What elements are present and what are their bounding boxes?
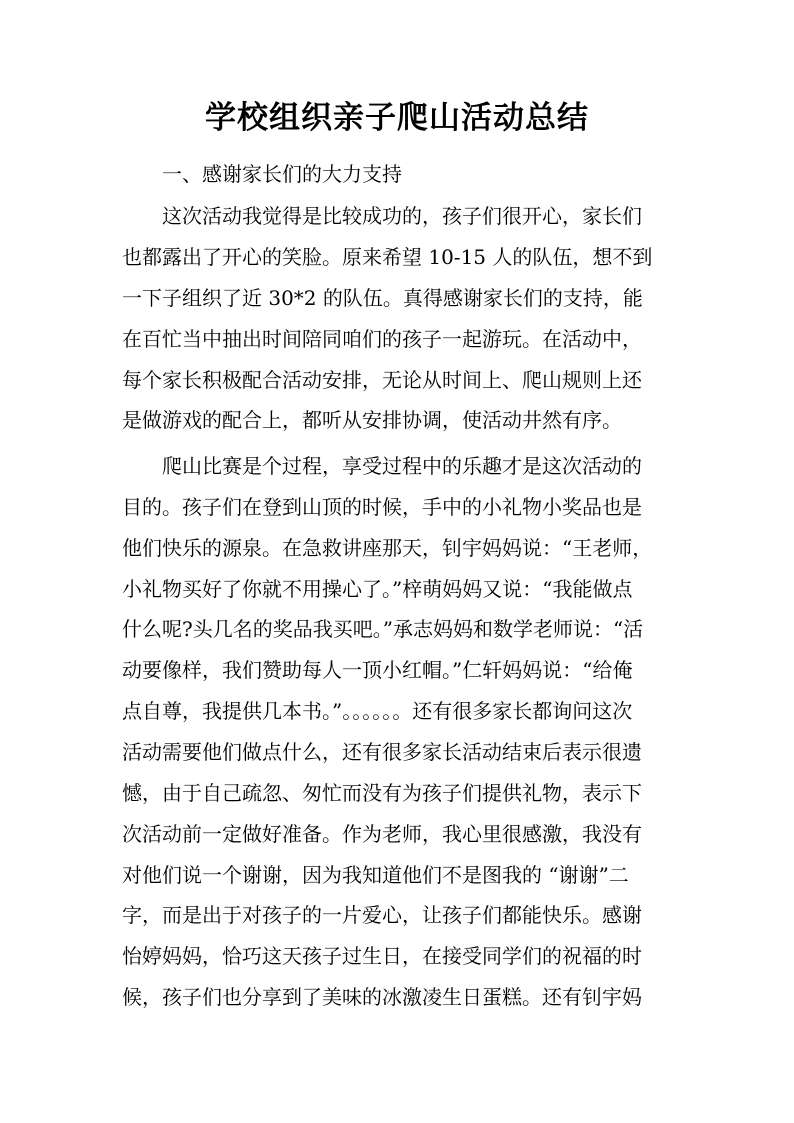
paragraph-line: 怡婷妈妈，恰巧这天孩子过生日，在接受同学们的祝福的时: [122, 944, 642, 968]
paragraph-line: 小礼物买好了你就不用操心了。”梓萌妈妈又说：“我能做点: [122, 577, 633, 601]
paragraph-line: 点自尊，我提供几本书。”。。。。。。还有很多家长都询问这次: [122, 699, 633, 723]
paragraph-line: 憾，由于自己疏忽、匆忙而没有为孩子们提供礼物，表示下: [122, 781, 642, 805]
paragraph-line: 对他们说一个谢谢，因为我知道他们不是图我的 “谢谢”二: [122, 863, 629, 887]
paragraph-line: 也都露出了开心的笑脸。原来希望 10-15 人的队伍，想不到: [122, 245, 653, 269]
paragraph-line: 活动需要他们做点什么，还有很多家长活动结束后表示很遗: [122, 740, 642, 764]
paragraph-line: 他们快乐的源泉。在急救讲座那天，钊宇妈妈说：“王老师，: [122, 536, 653, 560]
paragraph-line: 每个家长积极配合活动安排，无论从时间上、爬山规则上还: [122, 368, 642, 392]
paragraph-line: 爬山比赛是个过程，享受过程中的乐趣才是这次活动的: [162, 454, 642, 478]
paragraph-line: 次活动前一定做好准备。作为老师，我心里很感激，我没有: [122, 822, 642, 846]
paragraph-line: 字，而是出于对孩子的一片爱心，让孩子们都能快乐。感谢: [122, 903, 642, 927]
paragraph-line: 目的。孩子们在登到山顶的时候，手中的小礼物小奖品也是: [122, 495, 642, 519]
paragraph-line: 是做游戏的配合上，都听从安排协调，使活动井然有序。: [122, 408, 622, 432]
paragraph-line: 一下子组织了近 30*2 的队伍。真得感谢家长们的支持，能: [122, 286, 643, 310]
document-title: 学校组织亲子爬山活动总结: [205, 100, 589, 136]
paragraph-line: 这次活动我觉得是比较成功的，孩子们很开心，家长们: [162, 204, 642, 228]
paragraph-line: 什么呢?头几名的奖品我买吧。”承志妈妈和数学老师说：“活: [122, 617, 644, 641]
paragraph-line: 在百忙当中抽出时间陪同咱们的孩子一起游玩。在活动中，: [122, 327, 642, 351]
paragraph-line: 候，孩子们也分享到了美味的冰激凌生日蛋糕。还有钊宇妈: [122, 985, 642, 1009]
section-heading: 一、感谢家长们的大力支持: [162, 162, 402, 186]
paragraph-line: 动要像样，我们赞助每人一顶小红帽。”仁轩妈妈说：“给俺: [122, 658, 633, 682]
